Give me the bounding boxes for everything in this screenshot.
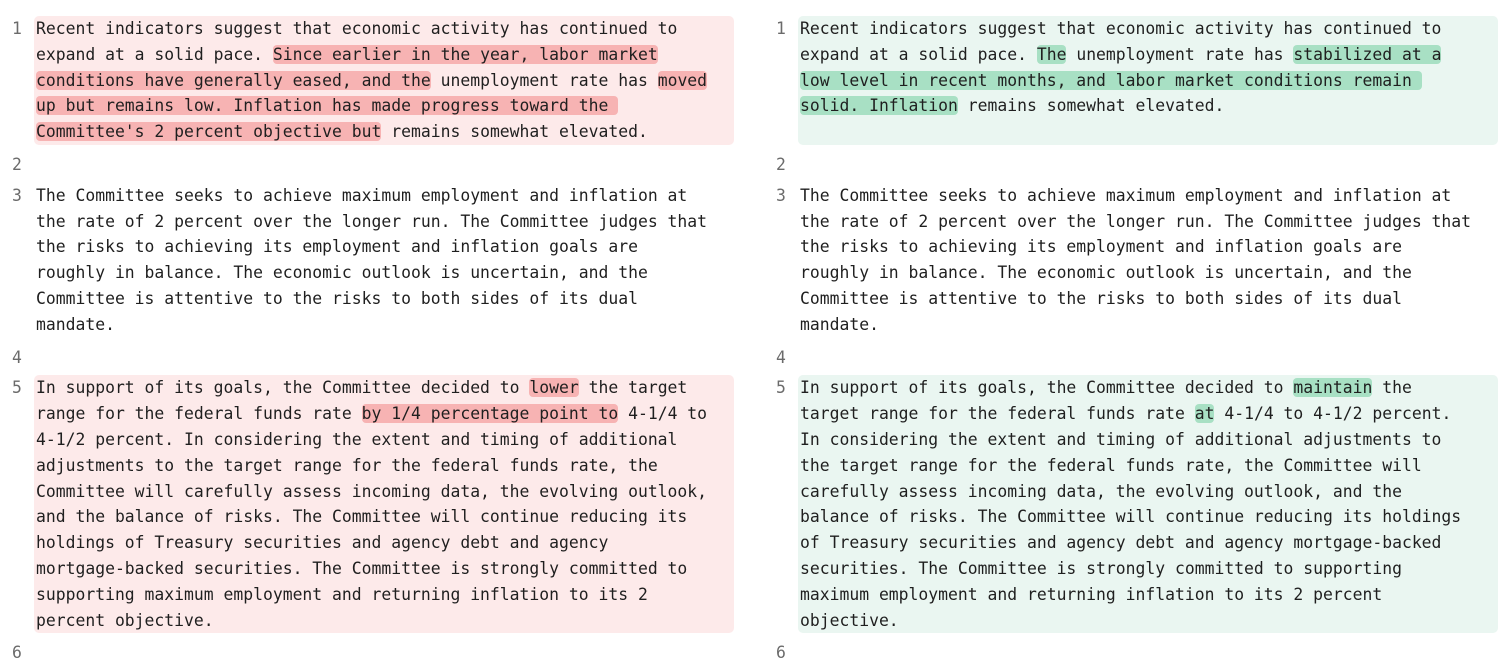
text-row xyxy=(800,608,1498,634)
text-segment: the risks to achieving its employment and inflation goals are xyxy=(36,237,638,257)
text-segment: the target xyxy=(578,378,688,398)
text-row xyxy=(800,453,1498,479)
text-row xyxy=(800,93,1498,119)
text-row xyxy=(800,556,1498,582)
text-segment: objective. xyxy=(800,610,899,630)
inserted-text: solid. Inflation xyxy=(800,96,958,116)
text-row xyxy=(800,16,1498,42)
added-paragraph xyxy=(798,375,1498,633)
text-segment: Committee is attentive to the risks to both sides of its dual xyxy=(800,288,1402,308)
line-number: 3 xyxy=(776,185,786,205)
text-segment: the xyxy=(1372,378,1412,398)
deleted-text: Since earlier in the year, labor market xyxy=(272,44,658,64)
text-row xyxy=(800,260,1498,286)
inserted-text: stabilized at a xyxy=(1293,44,1442,64)
text-segment: maximum employment and returning inflation to its 2 percent xyxy=(800,584,1383,604)
text-segment: the rate of 2 percent over the longer run. The Committee judges that xyxy=(36,211,708,231)
line-number: 5 xyxy=(776,378,786,398)
text-segment: remains somewhat elevated. xyxy=(381,122,648,142)
deleted-text: conditions have generally eased, and the xyxy=(36,70,431,90)
text-segment: unemployment rate has xyxy=(430,70,658,90)
unchanged-paragraph xyxy=(798,183,1498,338)
text-segment: Recent indicators suggest that economic activity has continued to xyxy=(36,19,678,38)
text-segment: and the balance of risks. The Committee will continue reducing its xyxy=(36,507,688,527)
line-number: 2 xyxy=(776,155,786,174)
text-segment: The Committee seeks to achieve maximum employment and inflation at xyxy=(800,185,1452,205)
text-row xyxy=(800,209,1498,235)
text-segment: roughly in balance. The economic outlook is uncertain, and the xyxy=(36,263,648,283)
text-segment: unemployment rate has xyxy=(1066,44,1294,64)
line-number: 6 xyxy=(776,643,786,663)
text-row xyxy=(800,234,1498,260)
added-paragraph xyxy=(798,16,1498,145)
text-row xyxy=(800,427,1498,453)
text-segment: In support of its goals, the Committee decided to xyxy=(800,378,1294,398)
text-segment: supporting maximum employment and returning inflation to its 2 xyxy=(36,584,648,604)
deleted-text: moved xyxy=(657,70,708,90)
text-row xyxy=(800,375,1498,401)
line-number: 2 xyxy=(12,155,22,174)
text-segment: remains somewhat elevated. xyxy=(957,96,1225,116)
text-row xyxy=(800,68,1498,94)
text-segment: 4-1/4 to 4-1/2 percent. xyxy=(1214,404,1452,424)
text-segment: the target range for the federal funds rate, the Committee will xyxy=(800,455,1422,475)
text-row xyxy=(800,582,1498,608)
text-segment: expand at a solid pace. xyxy=(36,44,273,64)
text-segment: percent objective. xyxy=(36,610,214,630)
text-segment: mandate. xyxy=(800,314,879,334)
text-row xyxy=(800,42,1498,68)
text-segment: 4-1/2 percent. In considering the extent and timing of additional xyxy=(36,429,678,449)
text-row xyxy=(800,479,1498,505)
text-segment: In considering the extent and timing of additional adjustments to xyxy=(800,429,1442,449)
line-number: 4 xyxy=(12,347,22,367)
deleted-text: up but remains low. Inflation has made progress toward the xyxy=(36,96,619,116)
text-segment: mortgage-backed securities. The Committee is strongly committed to xyxy=(36,558,688,578)
text-row xyxy=(800,183,1498,209)
deleted-text: lower xyxy=(529,378,579,398)
text-segment: 4-1/4 to xyxy=(618,404,708,424)
text-segment: Recent indicators suggest that economic activity has continued to xyxy=(800,19,1442,38)
text-segment: holdings of Treasury securities and agency debt and agency xyxy=(36,533,609,553)
text-row xyxy=(800,312,1498,338)
text-segment: mandate. xyxy=(36,314,115,334)
text-row xyxy=(800,530,1498,556)
text-segment: Committee is attentive to the risks to both sides of its dual xyxy=(36,288,638,308)
text-row xyxy=(800,286,1498,312)
deleted-text: Committee's 2 percent objective but xyxy=(36,122,382,142)
text-segment: adjustments to the target range for the federal funds rate, the xyxy=(36,455,658,475)
text-segment: the rate of 2 percent over the longer run. The Committee judges that xyxy=(800,211,1472,231)
text-segment: securities. The Committee is strongly committed to supporting xyxy=(800,558,1402,578)
line-number: 5 xyxy=(12,378,22,398)
text-segment: of Treasury securities and agency debt and agency mortgage-backed xyxy=(800,533,1442,553)
text-segment: target range for the federal funds rate xyxy=(800,404,1195,424)
deleted-text: by 1/4 percentage point to xyxy=(361,404,619,424)
text-segment: The Committee seeks to achieve maximum employment and inflation at xyxy=(36,185,688,205)
text-row xyxy=(800,504,1498,530)
text-segment: expand at a solid pace. xyxy=(800,44,1037,64)
line-number: 3 xyxy=(12,185,22,205)
text-row xyxy=(800,401,1498,427)
text-segment: carefully assess incoming data, the evolving outlook, and the xyxy=(800,481,1402,501)
text-segment: balance of risks. The Committee will continue reducing its holdings xyxy=(800,507,1462,527)
inserted-text: The xyxy=(1036,44,1067,64)
text-segment: In support of its goals, the Committee decided to xyxy=(36,378,530,398)
inserted-text: maintain xyxy=(1293,378,1373,398)
inserted-text: at xyxy=(1194,404,1215,424)
inserted-text: low level in recent months, and labor market conditions remain xyxy=(800,70,1422,90)
line-number: 1 xyxy=(776,19,786,38)
text-segment: the risks to achieving its employment and inflation goals are xyxy=(800,237,1402,257)
text-segment: roughly in balance. The economic outlook is uncertain, and the xyxy=(800,263,1412,283)
line-number: 6 xyxy=(12,643,22,663)
text-segment: range for the federal funds rate xyxy=(36,404,362,424)
text-segment: Committee will carefully assess incoming data, the evolving outlook, xyxy=(36,481,708,501)
line-number: 4 xyxy=(776,347,786,367)
line-number: 1 xyxy=(12,19,22,38)
